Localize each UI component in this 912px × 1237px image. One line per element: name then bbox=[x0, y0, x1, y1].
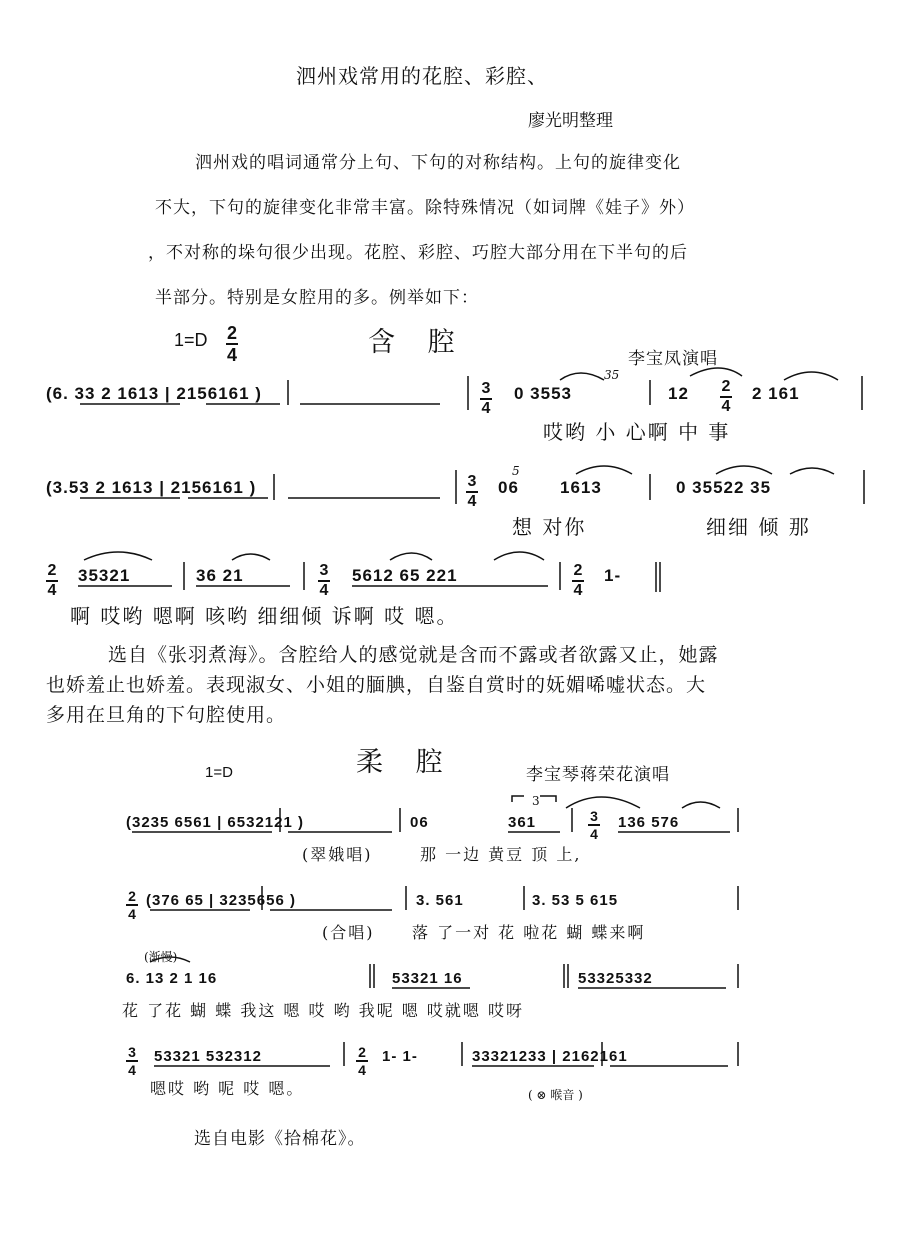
time-signature: $\frac{2}{4}$ bbox=[356, 1042, 368, 1077]
key-signature: 1=D bbox=[205, 764, 233, 781]
notation-line-1c: 361 bbox=[508, 814, 537, 831]
notation-line-2c: 3. 53 5 615 bbox=[532, 892, 619, 909]
lyrics-line-1a: (翠娥唱) bbox=[302, 845, 373, 864]
lyrics-line-4: 嗯哎 哟 呢 哎 嗯。 bbox=[150, 1079, 305, 1098]
notation-line-1b: 06 bbox=[410, 814, 429, 831]
notation-line-1c: 12 bbox=[668, 384, 689, 403]
notation-line-3a: 35321 bbox=[78, 566, 131, 585]
time-signature: $\frac{2}{4}$ bbox=[573, 562, 583, 599]
lyrics-line-2a: 想 对你 bbox=[512, 515, 587, 539]
notation-line-4b: 1- 1- bbox=[382, 1048, 418, 1065]
notation-line-2b: 3. 561 bbox=[416, 892, 464, 909]
lyrics-line-3: 花 了花 蝴 蝶 我这 嗯 哎 哟 我呢 嗯 哎就嗯 哎呀 bbox=[122, 1001, 524, 1020]
intro-line-1: 泗州戏的唱词通常分上句、下句的对称结构。上句的旋律变化 bbox=[195, 153, 681, 173]
triplet-mark: 3 bbox=[532, 794, 540, 808]
time-signature: $\frac{3}{4}$ bbox=[467, 473, 477, 510]
time-signature: $\frac{2}{4}$ bbox=[721, 378, 731, 415]
lyrics-line-3: 啊 哎哟 嗯啊 咳哟 细细倾 诉啊 哎 嗯。 bbox=[70, 604, 459, 628]
lyrics-line-1: 哎哟 小 心啊 中 事 bbox=[543, 420, 731, 444]
notation-line-3c: 5612 65 221 bbox=[352, 566, 458, 585]
notation-line-4a: 53321 532312 bbox=[154, 1048, 262, 1065]
notation-line-2d: 0 35522 35 bbox=[676, 478, 772, 497]
key-signature: 1=D bbox=[174, 330, 208, 350]
notation-line-3b: 53321 16 bbox=[392, 970, 463, 987]
notation-line-3c: 53325332 bbox=[578, 970, 653, 987]
notation-line-2c: 1613 bbox=[560, 478, 602, 497]
notation-line-1b: 0 3553 bbox=[514, 384, 572, 403]
time-signature: $\frac{3}{4}$ bbox=[481, 380, 491, 417]
compiler-credit: 廖光明整理 bbox=[528, 111, 613, 131]
notation-line-1a: (3235 6561 | 6532121 ) bbox=[126, 814, 304, 831]
page-title: 泗州戏常用的花腔、彩腔、 bbox=[296, 64, 548, 88]
notation-line-3a: 6. 13 2 1 16 bbox=[126, 970, 218, 987]
lyrics-line-2a: (合唱) bbox=[322, 923, 375, 942]
notation-line-3b: 36 21 bbox=[196, 566, 244, 585]
time-signature: $\frac{3}{4}$ bbox=[126, 1042, 138, 1077]
intro-line-2: 不大，下句的旋律变化非常丰富。除特殊情况（如词牌《娃子》外） bbox=[155, 198, 695, 218]
singer-credit: 李宝凤演唱 bbox=[628, 349, 718, 369]
time-signature: $\frac{2}{4}$ bbox=[126, 886, 138, 921]
tempo-mark: (渐慢) bbox=[144, 950, 178, 964]
notation-line-4c: 33321233 | 2162161 bbox=[472, 1048, 628, 1065]
time-signature: $\frac{3}{4}$ bbox=[319, 562, 329, 599]
grace-note: 5 bbox=[512, 464, 520, 478]
section-note-2: 也娇羞止也娇羞。表现淑女、小姐的腼腆，自鉴自赏时的妩媚唏嘘状态。大 bbox=[46, 674, 707, 696]
notation-line-2a: (3.53 2 1613 | 2156161 ) bbox=[46, 478, 257, 497]
section-title: 柔 腔 bbox=[356, 747, 455, 778]
time-signature: $\frac{3}{4}$ bbox=[588, 806, 600, 841]
notation-line-1a: (6. 33 2 1613 | 2156161 ) bbox=[46, 384, 262, 403]
time-signature: $\frac{2}{4}$ bbox=[47, 562, 57, 599]
intro-line-4: 半部分。特别是女腔用的多。例举如下： bbox=[155, 288, 479, 308]
section-note-3: 多用在旦角的下句腔使用。 bbox=[46, 704, 287, 726]
lyrics-line-2b: 落 了一对 花 啦花 蝴 蝶来啊 bbox=[412, 923, 646, 942]
section-note-1: 选自《张羽煮海》。含腔给人的感觉就是含而不露或者欲露又止，她露 bbox=[108, 644, 719, 666]
section-title: 含 腔 bbox=[368, 327, 467, 358]
lyrics-line-1b: 那 一边 黄豆 顶 上, bbox=[420, 845, 582, 864]
notation-line-1d: 2 161 bbox=[752, 384, 800, 403]
grace-note: 35 bbox=[604, 368, 620, 382]
footnote-glottal: ( ⊗ 喉音 ) bbox=[528, 1088, 583, 1102]
intro-line-3: ，不对称的垛句很少出现。花腔、彩腔、巧腔大部分用在下半句的后 bbox=[148, 243, 688, 263]
time-signature: $\frac{2}{4}$ bbox=[226, 323, 237, 365]
notation-line-2b: 06 bbox=[498, 478, 519, 497]
lyrics-line-2b: 细细 倾 那 bbox=[706, 515, 811, 539]
section-note: 选自电影《拾棉花》。 bbox=[194, 1129, 366, 1149]
singer-credit: 李宝琴蒋荣花演唱 bbox=[526, 765, 670, 785]
notation-line-2a: (376 65 | 3235656 ) bbox=[146, 892, 296, 909]
notation-line-1d: 136 576 bbox=[618, 814, 680, 831]
notation-line-3d: 1- bbox=[604, 566, 622, 585]
